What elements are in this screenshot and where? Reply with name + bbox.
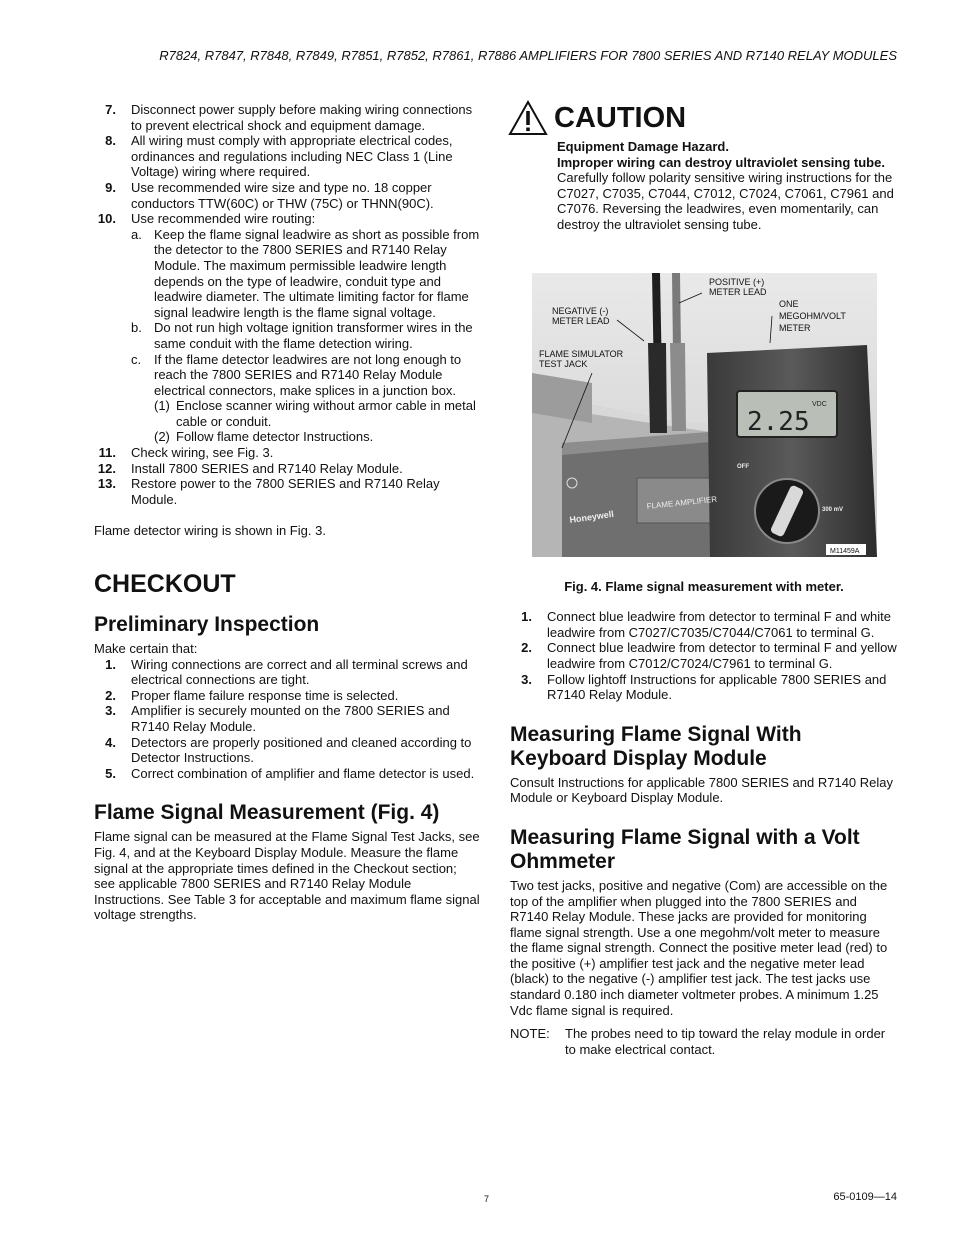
negative-lead-label: NEGATIVE (-) METER LEAD (552, 305, 610, 326)
list-item: (1) Enclose scanner wiring without armor cable in metal cable or conduit. (154, 398, 476, 429)
document-code: 65-0109—14 (833, 1191, 897, 1203)
test-jack-label: FLAME SIMULATOR TEST JACK (539, 348, 624, 369)
wiring-note: Flame detector wiring is shown in Fig. 3. (94, 523, 326, 539)
list-item: 9. Use recommended wire size and type no. 18 copper conductors TTW(60C) or THW (75C) or THNN(90C). (105, 179, 434, 211)
figure-caption: Fig. 4. Flame signal measurement with meter. (564, 578, 844, 594)
figure-4 (532, 273, 877, 557)
caution-hazard: Equipment Damage Hazard. (557, 139, 729, 154)
wiring-steps (94, 102, 480, 507)
list-item: 2. Proper flame failure response time is selected. (105, 687, 399, 703)
list-item: 7. Disconnect power supply before making wiring connections to prevent electrical shock and equipment damage. (105, 102, 473, 133)
list-item: 13. Restore power to the 7800 SERIES and R7140 Relay Module. (97, 476, 440, 507)
routing-substeps (131, 227, 480, 445)
prelim-list (94, 657, 480, 782)
caution-consequence: Improper wiring can destroy ultraviolet sensing tube. (557, 154, 885, 170)
list-item: 11. Check wiring, see Fig. 3. (98, 445, 274, 461)
volt-ohmmeter-text: Two test jacks, positive and negative (Com) are accessible on the top of the amplifier when plugged into the 7800 SERIES and R7140 Relay Module. These jacks are provided for monitoring flame signal strength. Use a one megohm/volt meter to measure the flame signal strength. Connect the positive meter lead (red) to the positive (+) amplifier test jack and the negative meter lead (black) to the negative (-) amplifier test jack. The test jacks use standard 0.180 inch diameter voltmeter probes. A minimum 1.25 Vdc flame signal is required. (510, 877, 888, 1018)
list-item: 3. Amplifier is securely mounted on the 7800 SERIES and R7140 Relay Module. (105, 703, 450, 734)
running-header: R7824, R7847, R7848, R7849, R7851, R7852, R7861, R7886 AMPLIFIERS FOR 7800 SERIES AND R7140 RELAY MODULES (159, 48, 897, 63)
note-text: The probes need to tip toward the relay module in order to make electrical contact. (565, 1026, 886, 1057)
list-item: 12. Install 7800 SERIES and R7140 Relay Module. (97, 460, 403, 476)
keyboard-display-heading: Measuring Flame Signal With Keyboard Display Module (510, 722, 802, 770)
list-item: 2. Connect blue leadwire from detector to terminal F and yellow leadwire from C7012/C7024/C7961 to terminal G. (521, 640, 897, 671)
warning-triangle-icon (508, 100, 548, 136)
preliminary-inspection-heading: Preliminary Inspection (94, 613, 320, 637)
positive-lead-label: POSITIVE (+) METER LEAD (709, 276, 767, 297)
page-number: 7 (484, 1194, 490, 1204)
note-label: NOTE: (510, 1026, 550, 1042)
amplifier-panel-label: FLAME AMPLIFIER (646, 494, 718, 511)
list-item: 8. All wiring must comply with appropriate electrical codes, ordinances and regulations including NEC Class 1 (Line Voltage) wiring where required. (105, 133, 453, 180)
splice-substeps (154, 398, 480, 445)
caution-box (510, 102, 898, 233)
drawing-id: M11459A (830, 547, 860, 555)
right-column (510, 102, 898, 1057)
list-item: (2) Follow flame detector Instructions. (154, 429, 374, 445)
list-item: 5. Correct combination of amplifier and flame detector is used. (105, 765, 475, 781)
caution-word: CAUTION (554, 102, 687, 134)
caution-title (508, 100, 686, 136)
list-item: c. If the flame detector leadwires are not long enough to reach the 7800 SERIES and R7140 Relay Module electrical connectors, make splices in a junction box. (1) Enclose scanner wiring without armor cable in metal cable or conduit. (2) Follow flame detector Instructions. (131, 352, 480, 446)
meter-display-value: 2.25 (747, 406, 810, 437)
meter-label: ONE MEGOHM/VOLT METER (779, 298, 846, 333)
meter-off-label: OFF (737, 463, 749, 470)
prelim-intro: Make certain that: (94, 641, 198, 657)
keyboard-display-text: Consult Instructions for applicable 7800 SERIES and R7140 Relay Module or Keyboard Display Module. (510, 774, 893, 806)
list-item: b. Do not run high voltage ignition transformer wires in the same conduit with the flame detection wiring. (131, 320, 473, 351)
flame-signal-measurement-heading: Flame Signal Measurement (Fig. 4) (94, 801, 440, 825)
list-item: 4. Detectors are properly positioned and cleaned according to Detector Instructions. (105, 734, 472, 766)
note (510, 1026, 898, 1057)
lightoff-steps (510, 609, 898, 703)
list-item: 1. Connect blue leadwire from detector to terminal F and white leadwire from C7027/C7035/C7044/C7061 to terminal G. (521, 609, 891, 640)
list-item: 3. Follow lightoff Instructions for applicable 7800 SERIES and R7140 Relay Module. (521, 671, 887, 703)
brand-logo: Honeywell (568, 508, 615, 525)
flame-signal-measurement-text: Flame signal can be measured at the Flame Signal Test Jacks, see Fig. 4, and at the Keyboard Display Module. Measure the flame signal at the appropriate times defined in the Checkout section; see applicable 7800 SERIES and R7140 Relay Module Instructions. See Table 3 for acceptable and maximum flame signal voltage strengths. (94, 829, 480, 923)
left-column (94, 102, 480, 923)
volt-ohmmeter-heading: Measuring Flame Signal with a Volt Ohmmeter (510, 825, 860, 873)
meter-mv-label: 300 mV (822, 506, 844, 513)
checkout-heading: CHECKOUT (94, 570, 236, 599)
list-item: a. Keep the flame signal leadwire as short as possible from the detector to the 7800 SERIES and R7140 Relay Module. The maximum permissible leadwire length depends on the type of leadwire, conduit type and leadwire diameter. The ultimate limiting factor for flame signal leadwire length is the flame signal voltage. (131, 226, 480, 320)
caution-text: Carefully follow polarity sensitive wiring instructions for the C7027, C7035, C7044, C7012, C7024, C7061, C7961 and C7076. Reversing the leadwires, even momentarily, can destroy the ultraviolet sensing tube. (557, 170, 894, 232)
list-item: 10. Use recommended wire routing: a. Keep the flame signal leadwire as short as possible from the detector to the 7800 SERIES and R7140 Relay Module. The maximum permissible leadwire length depends on the type of leadwire, conduit type and leadwire diameter. The ultimate limiting factor for flame signal leadwire length is the flame signal voltage. b. Do not run high voltage ignition transformer wires in the same conduit with the flame detection wiring. c. If the flame detector leadwires are not long enough to reach the 7800 SERIES and R7140 Relay Module electrical connectors, make splices in a junction box. (1) Enclose scanner wiring without armor cable in metal cable or conduit. (2) Follow flame detector Instructions. (97, 211, 480, 445)
meter-display-unit: VDC (812, 400, 827, 408)
list-item: 1. Wiring connections are correct and all terminal screws and electrical connections are tight. (105, 656, 468, 688)
